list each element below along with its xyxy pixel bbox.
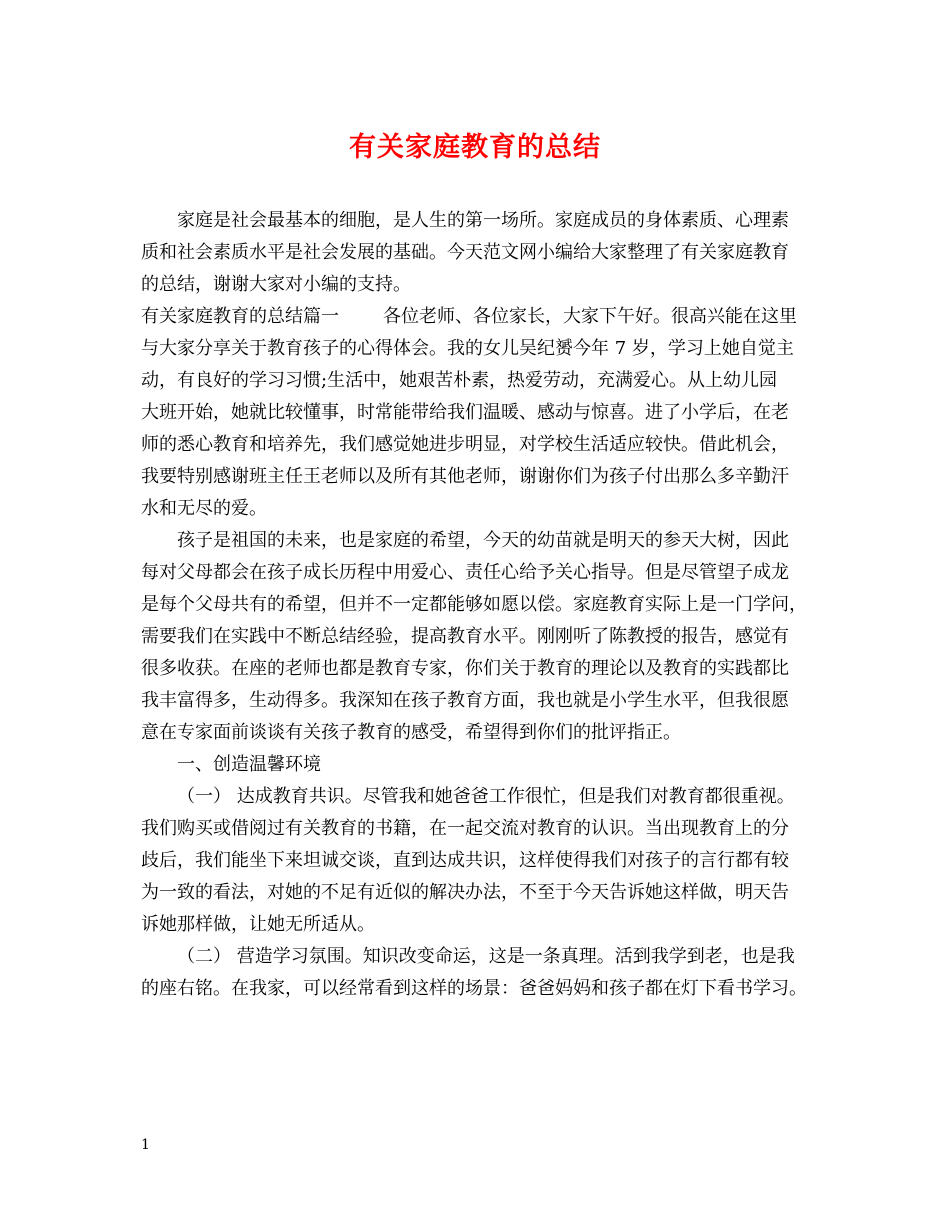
text-line: 意在专家面前谈谈有关孩子教育的感受，希望得到你们的批评指正。 xyxy=(141,722,681,743)
document-body xyxy=(141,205,821,1005)
subsection-heading: 一、创造温馨环境 xyxy=(177,754,321,775)
text-line: （二） 营造学习氛围。知识改变命运，这是一条真理。活到我学到老，也是我 xyxy=(177,946,795,967)
text-line: 诉她那样做，让她无所适从。 xyxy=(141,914,375,935)
text-line: 需要我们在实践中不断总结经验，提高教育水平。刚刚听了陈教授的报告，感觉有 xyxy=(141,626,789,647)
text-line: 师的悉心教育和培养先，我们感觉她进步明显，对学校生活适应较快。借此机会， xyxy=(141,434,789,455)
section-heading: 有关家庭教育的总结篇一 xyxy=(141,306,339,327)
text-line: 我要特别感谢班主任王老师以及所有其他老师，谢谢你们为孩子付出那么多辛勤汗 xyxy=(141,466,789,487)
text-line: 与大家分享关于教育孩子的心得体会。我的女儿吴纪赟今年 7 岁，学习上她自觉主 xyxy=(141,338,794,359)
text-line: 我们购买或借阅过有关教育的书籍，在一起交流对教育的认识。当出现教育上的分 xyxy=(141,818,789,839)
page-number: 1 xyxy=(141,1137,150,1153)
section-heading-line xyxy=(141,301,821,333)
text-line: 水和无尽的爱。 xyxy=(141,498,267,519)
text-line: 我丰富得多，生动得多。我深知在孩子教育方面，我也就是小学生水平，但我很愿 xyxy=(141,690,789,711)
text-line: （一） 达成教育共识。尽管我和她爸爸工作很忙，但是我们对教育都很重视。 xyxy=(177,786,795,807)
text-line: 家庭是社会最基本的细胞，是人生的第一场所。家庭成员的身体素质、心理素 xyxy=(177,210,789,231)
text-line: 动，有良好的学习习惯;生活中，她艰苦朴素，热爱劳动，充满爱心。从上幼儿园 xyxy=(141,370,778,391)
text-line: 各位老师、各位家长，大家下午好。很高兴能在这里 xyxy=(383,306,797,327)
text-line: 的座右铭。在我家，可以经常看到这样的场景：爸爸妈妈和孩子都在灯下看书学习。 xyxy=(141,978,807,999)
text-line: 大班开始，她就比较懂事，时常能带给我们温暖、感动与惊喜。进了小学后，在老 xyxy=(141,402,789,423)
text-line: 的总结，谢谢大家对小编的支持。 xyxy=(141,274,411,295)
text-line: 孩子是祖国的未来，也是家庭的希望，今天的幼苗就是明天的参天大树，因此 xyxy=(177,530,789,551)
text-line: 歧后，我们能坐下来坦诚交谈，直到达成共识，这样使得我们对孩子的言行都有较 xyxy=(141,850,789,871)
text-line: 质和社会素质水平是社会发展的基础。今天范文网小编给大家整理了有关家庭教育 xyxy=(141,242,789,263)
text-line: 为一致的看法，对她的不足有近似的解决办法，不至于今天告诉她这样做，明天告 xyxy=(141,882,789,903)
text-line: 很多收获。在座的老师也都是教育专家，你们关于教育的理论以及教育的实践都比 xyxy=(141,658,789,679)
text-line: 是每个父母共有的希望，但并不一定都能够如愿以偿。家庭教育实际上是一门学问， xyxy=(141,594,807,615)
document-title: 有关家庭教育的总结 xyxy=(349,132,601,163)
text-line: 每对父母都会在孩子成长历程中用爱心、责任心给予关心指导。但是尽管望子成龙 xyxy=(141,562,789,583)
